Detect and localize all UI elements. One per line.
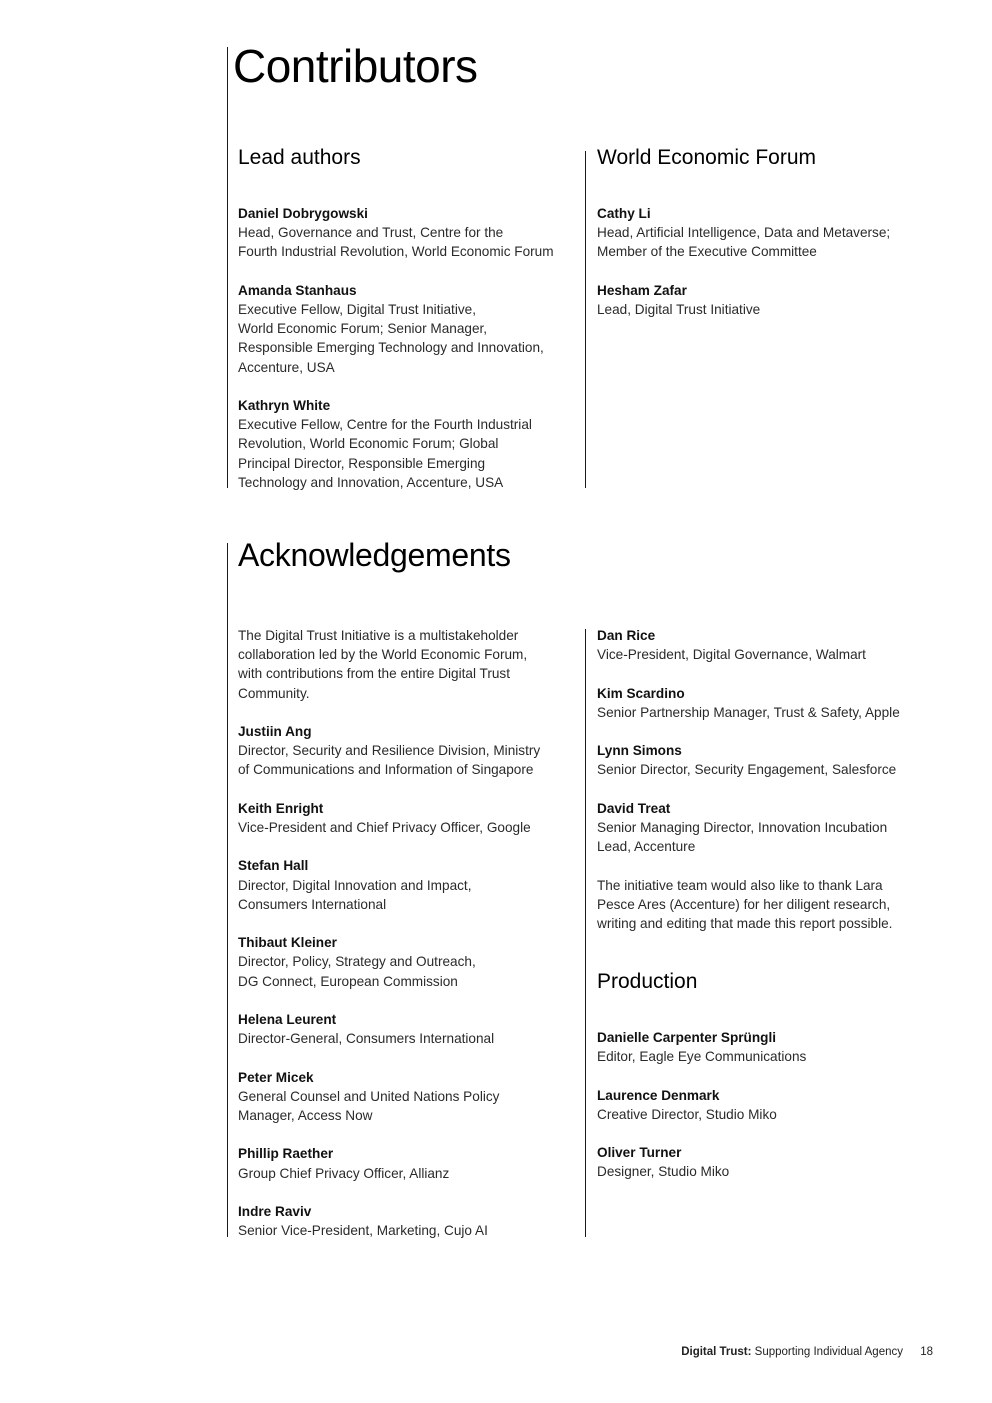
person-role: Senior Managing Director, Innovation Incubation Lead, Accenture — [597, 819, 888, 855]
person-name: Hesham Zafar — [597, 282, 687, 298]
person-name: David Treat — [597, 800, 671, 816]
person-role: Director, Policy, Strategy and Outreach, DG Connect, European Commission — [238, 954, 476, 989]
contributors-left-rule — [227, 47, 228, 488]
person-name: Thibaut Kleiner — [238, 935, 337, 951]
person-entry — [238, 722, 583, 780]
acknowledgements-middle-rule — [585, 629, 586, 1237]
acknowledgements-left-rule — [227, 543, 228, 1237]
person-name: Cathy Li — [597, 206, 651, 221]
person-entry — [597, 1143, 942, 1181]
footer-report-subtitle: Supporting Individual Agency — [754, 1346, 903, 1358]
lead-authors-list — [238, 204, 583, 511]
person-role: Executive Fellow, Digital Trust Initiative, World Economic Forum; Senior Manager, Responsible Emerging Technology and Innovation, Accenture, USA — [238, 302, 544, 375]
person-entry — [597, 799, 942, 857]
person-role: Lead, Digital Trust Initiative — [597, 302, 761, 317]
person-name: Laurence Denmark — [597, 1087, 720, 1103]
person-role: General Counsel and United Nations Policy Manager, Access Now — [238, 1088, 500, 1123]
person-role: Executive Fellow, Centre for the Fourth Industrial Revolution, World Economic Forum; Global Principal Director, Responsible Emerging Technology and Innovation, Accenture, USA — [238, 417, 532, 490]
acknowledgements-left-column — [238, 626, 583, 1260]
lead-authors-heading: Lead authors — [238, 146, 361, 169]
person-entry — [238, 1068, 583, 1126]
production-list — [597, 1028, 942, 1201]
person-role: Director, Security and Resilience Division, Ministry of Communications and Information of Singapore — [238, 743, 541, 778]
person-name: Keith Enright — [238, 800, 324, 816]
person-entry — [597, 626, 942, 664]
wef-heading: World Economic Forum — [597, 146, 817, 169]
wef-list — [597, 204, 937, 338]
contributors-title: Contributors — [233, 40, 478, 92]
acknowledgements-intro: The Digital Trust Initiative is a multistakeholder collaboration led by the World Economic Forum, with contributions from the entire Digital Trust Community. — [238, 628, 528, 701]
person-name: Amanda Stanhaus — [238, 282, 357, 298]
production-heading: Production — [597, 970, 698, 993]
person-entry — [597, 684, 942, 722]
person-name: Stefan Hall — [238, 858, 309, 874]
person-name: Kim Scardino — [597, 685, 685, 701]
person-entry — [238, 799, 583, 837]
person-name: Phillip Raether — [238, 1146, 334, 1162]
person-role: Senior Director, Security Engagement, Salesforce — [597, 762, 897, 778]
person-name: Oliver Turner — [597, 1145, 682, 1161]
person-name: Peter Micek — [238, 1069, 314, 1085]
acknowledgements-right-column — [597, 626, 942, 952]
person-name: Lynn Simons — [597, 743, 682, 759]
person-role: Creative Director, Studio Miko — [597, 1106, 777, 1122]
person-entry — [238, 856, 583, 914]
person-entry — [238, 396, 583, 492]
person-entry — [238, 933, 583, 991]
person-entry — [238, 1202, 583, 1240]
person-name: Indre Raviv — [238, 1203, 312, 1219]
person-name: Justiin Ang — [238, 724, 312, 739]
person-entry — [238, 281, 583, 377]
person-role: Head, Governance and Trust, Centre for the Fourth Industrial Revolution, World Economic Forum — [238, 225, 554, 260]
person-name: Danielle Carpenter Sprüngli — [597, 1030, 777, 1045]
page-footer — [681, 1346, 933, 1358]
person-entry — [238, 1010, 583, 1048]
person-entry — [597, 1028, 942, 1066]
acknowledgements-title: Acknowledgements — [238, 537, 511, 573]
person-role: Senior Partnership Manager, Trust & Safety, Apple — [597, 704, 900, 720]
person-entry — [597, 204, 937, 262]
person-entry — [238, 1144, 583, 1182]
footer-report-title: Digital Trust: — [681, 1346, 752, 1358]
person-role: Senior Vice-President, Marketing, Cujo AI — [238, 1223, 488, 1239]
person-role: Editor, Eagle Eye Communications — [597, 1049, 807, 1065]
person-role: Vice-President, Digital Governance, Walmart — [597, 647, 866, 663]
person-name: Kathryn White — [238, 398, 331, 413]
page-number: 18 — [920, 1346, 933, 1358]
person-role: Group Chief Privacy Officer, Allianz — [238, 1165, 450, 1181]
person-entry — [597, 281, 937, 319]
person-name: Helena Leurent — [238, 1011, 337, 1027]
person-role: Head, Artificial Intelligence, Data and Metaverse; Member of the Executive Committee — [597, 225, 891, 260]
person-name: Dan Rice — [597, 628, 656, 643]
person-role: Vice-President and Chief Privacy Officer, Google — [238, 820, 531, 835]
person-entry — [597, 1086, 942, 1124]
person-role: Director, Digital Innovation and Impact, Consumers International — [238, 877, 472, 912]
person-entry — [238, 204, 583, 262]
person-role: Director-General, Consumers International — [238, 1031, 495, 1047]
person-entry — [597, 741, 942, 779]
person-name: Daniel Dobrygowski — [238, 206, 368, 221]
person-role: Designer, Studio Miko — [597, 1164, 730, 1180]
contributors-middle-rule — [585, 151, 586, 488]
acknowledgements-thanks: The initiative team would also like to thank Lara Pesce Ares (Accenture) for her diligent research, writing and editing that made this report possible. — [597, 877, 893, 931]
